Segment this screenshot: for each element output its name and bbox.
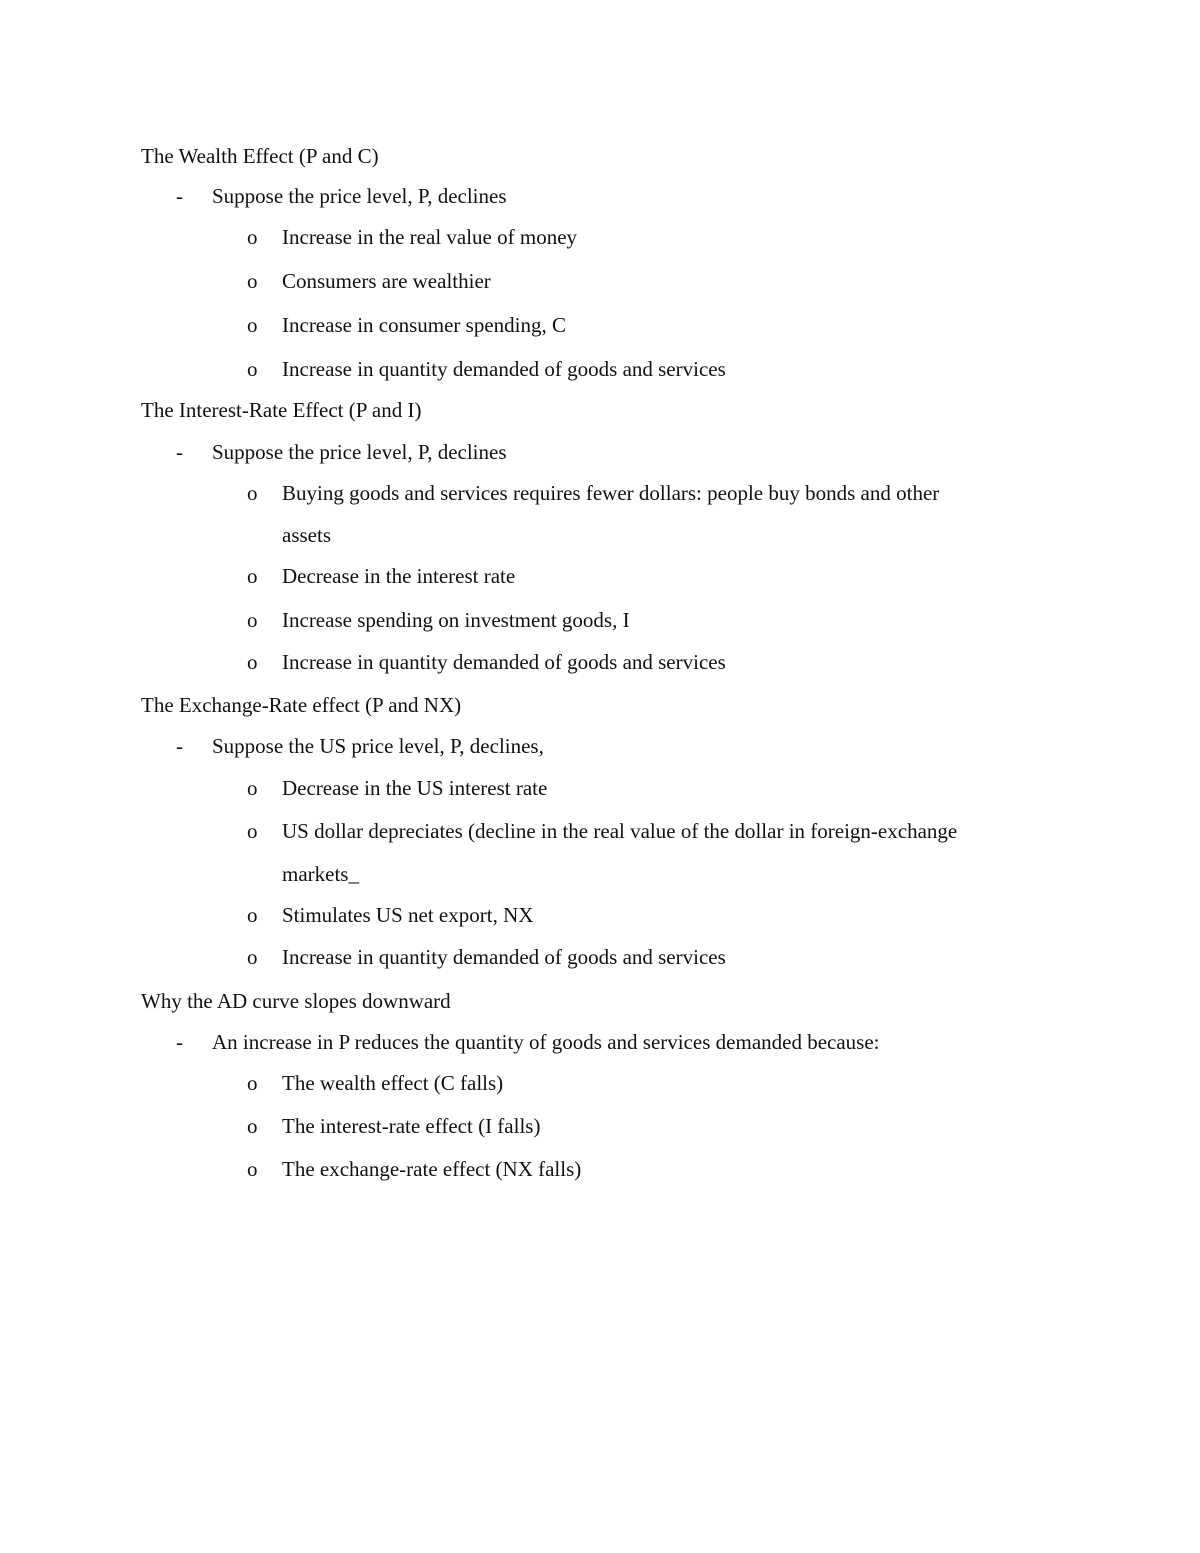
list-item: Increase spending on investment goods, I — [282, 608, 630, 632]
list-item: The exchange-rate effect (NX falls) — [282, 1157, 582, 1181]
section-heading-exchange-rate-effect: The Exchange-Rate effect (P and NX) — [141, 693, 462, 717]
list-item: US dollar depreciates (decline in the real value of the dollar in foreign-exchange — [282, 819, 958, 843]
bullet-marker: o — [247, 903, 258, 927]
list-item: The interest-rate effect (I falls) — [282, 1114, 541, 1138]
list-item: Increase in quantity demanded of goods and services — [282, 945, 726, 969]
section-heading-wealth-effect: The Wealth Effect (P and C) — [141, 144, 379, 168]
list-item: Increase in quantity demanded of goods and services — [282, 357, 726, 381]
bullet-marker: o — [247, 313, 258, 337]
list-item: The wealth effect (C falls) — [282, 1071, 504, 1095]
list-item: An increase in P reduces the quantity of goods and services demanded because: — [212, 1030, 880, 1054]
bullet-marker: o — [247, 357, 258, 381]
list-item: Consumers are wealthier — [282, 269, 491, 293]
list-item-continuation: assets — [282, 523, 331, 547]
list-item: Increase in quantity demanded of goods and services — [282, 650, 726, 674]
list-item: Stimulates US net export, NX — [282, 903, 534, 927]
bullet-marker: o — [247, 1157, 258, 1181]
bullet-marker: o — [247, 564, 258, 588]
list-item: Increase in consumer spending, C — [282, 313, 567, 337]
list-item: Buying goods and services requires fewer dollars: people buy bonds and other — [282, 481, 940, 505]
list-item: Suppose the price level, P, declines — [212, 184, 507, 208]
bullet-marker: o — [247, 650, 258, 674]
section-heading-ad-curve: Why the AD curve slopes downward — [141, 989, 451, 1013]
bullet-marker: o — [247, 945, 258, 969]
list-item: Suppose the US price level, P, declines, — [212, 734, 544, 758]
bullet-marker: o — [247, 1071, 258, 1095]
bullet-marker: o — [247, 1114, 258, 1138]
dash-marker: - — [176, 184, 183, 208]
list-item: Suppose the price level, P, declines — [212, 440, 507, 464]
dash-marker: - — [176, 1030, 183, 1054]
list-item: Decrease in the US interest rate — [282, 776, 548, 800]
bullet-marker: o — [247, 819, 258, 843]
list-item: Increase in the real value of money — [282, 225, 578, 249]
section-heading-interest-rate-effect: The Interest-Rate Effect (P and I) — [141, 398, 422, 422]
bullet-marker: o — [247, 269, 258, 293]
bullet-marker: o — [247, 225, 258, 249]
list-item: Decrease in the interest rate — [282, 564, 516, 588]
dash-marker: - — [176, 734, 183, 758]
list-item-continuation: markets_ — [282, 862, 359, 886]
bullet-marker: o — [247, 481, 258, 505]
bullet-marker: o — [247, 608, 258, 632]
bullet-marker: o — [247, 776, 258, 800]
dash-marker: - — [176, 440, 183, 464]
